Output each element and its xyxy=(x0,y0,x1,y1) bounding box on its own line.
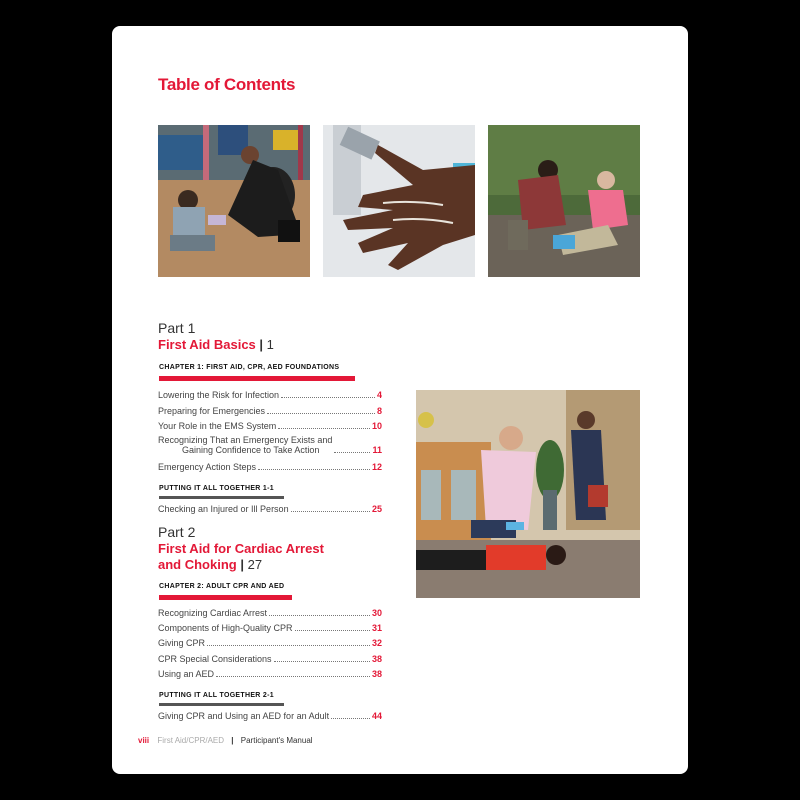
page-footer xyxy=(138,736,313,745)
toc-entry[interactable]: Recognizing That an Emergency Exists and Gaining Confidence to Take Action 11 xyxy=(158,435,382,455)
together2-rule xyxy=(159,703,284,706)
document-page xyxy=(112,26,688,774)
photo-outdoor-aid xyxy=(488,125,640,277)
photo-playground xyxy=(158,125,310,277)
together2-heading: PUTTING IT ALL TOGETHER 2-1 xyxy=(159,692,274,699)
toc-entry[interactable]: Giving CPR 32 xyxy=(158,638,382,648)
part1-separator: | xyxy=(259,337,264,352)
photo-handwashing xyxy=(323,125,475,277)
toc-entry[interactable]: Giving CPR and Using an AED for an Adult 44 xyxy=(158,711,382,721)
toc-entry[interactable]: Your Role in the EMS System 10 xyxy=(158,421,382,431)
part1-title-row xyxy=(158,337,274,353)
toc-entry[interactable]: Emergency Action Steps 12 xyxy=(158,462,382,472)
toc-entry[interactable]: Preparing for Emergencies 8 xyxy=(158,406,382,416)
toc-entry[interactable]: CPR Special Considerations 38 xyxy=(158,654,382,664)
part2-title-row xyxy=(158,541,324,573)
chapter1-heading: CHAPTER 1: FIRST AID, CPR, AED FOUNDATIONS xyxy=(159,364,340,371)
part1-title[interactable]: First Aid Basics xyxy=(158,337,256,352)
footer-book-title: First Aid/CPR/AED xyxy=(157,736,225,745)
part2-title-line1[interactable]: First Aid for Cardiac Arrest xyxy=(158,541,324,556)
part2-title-line2[interactable]: and Choking xyxy=(158,557,237,572)
part2-label: Part 2 xyxy=(158,524,196,540)
toc-entry[interactable]: Lowering the Risk for Infection 4 xyxy=(158,390,382,400)
footer-separator: | xyxy=(231,736,234,745)
toc-entry[interactable]: Checking an Injured or Ill Person 25 xyxy=(158,504,382,514)
footer-manual: Participant's Manual xyxy=(240,736,313,745)
chapter2-rule xyxy=(159,595,292,600)
page-title: Table of Contents xyxy=(158,75,296,94)
part2-separator: | xyxy=(240,557,244,572)
part2-page: 27 xyxy=(247,557,263,572)
together1-heading: PUTTING IT ALL TOGETHER 1-1 xyxy=(159,485,274,492)
footer-page-number: viii xyxy=(138,736,150,745)
toc-entry[interactable]: Recognizing Cardiac Arrest 30 xyxy=(158,608,382,618)
photo-cpr xyxy=(416,390,640,598)
toc-entry[interactable]: Using an AED 38 xyxy=(158,669,382,679)
part1-label: Part 1 xyxy=(158,320,196,336)
toc-entry[interactable]: Components of High-Quality CPR 31 xyxy=(158,623,382,633)
chapter2-heading: CHAPTER 2: ADULT CPR AND AED xyxy=(159,583,285,590)
together1-rule xyxy=(159,496,284,499)
part1-page: 1 xyxy=(266,337,274,352)
chapter1-rule xyxy=(159,376,355,381)
